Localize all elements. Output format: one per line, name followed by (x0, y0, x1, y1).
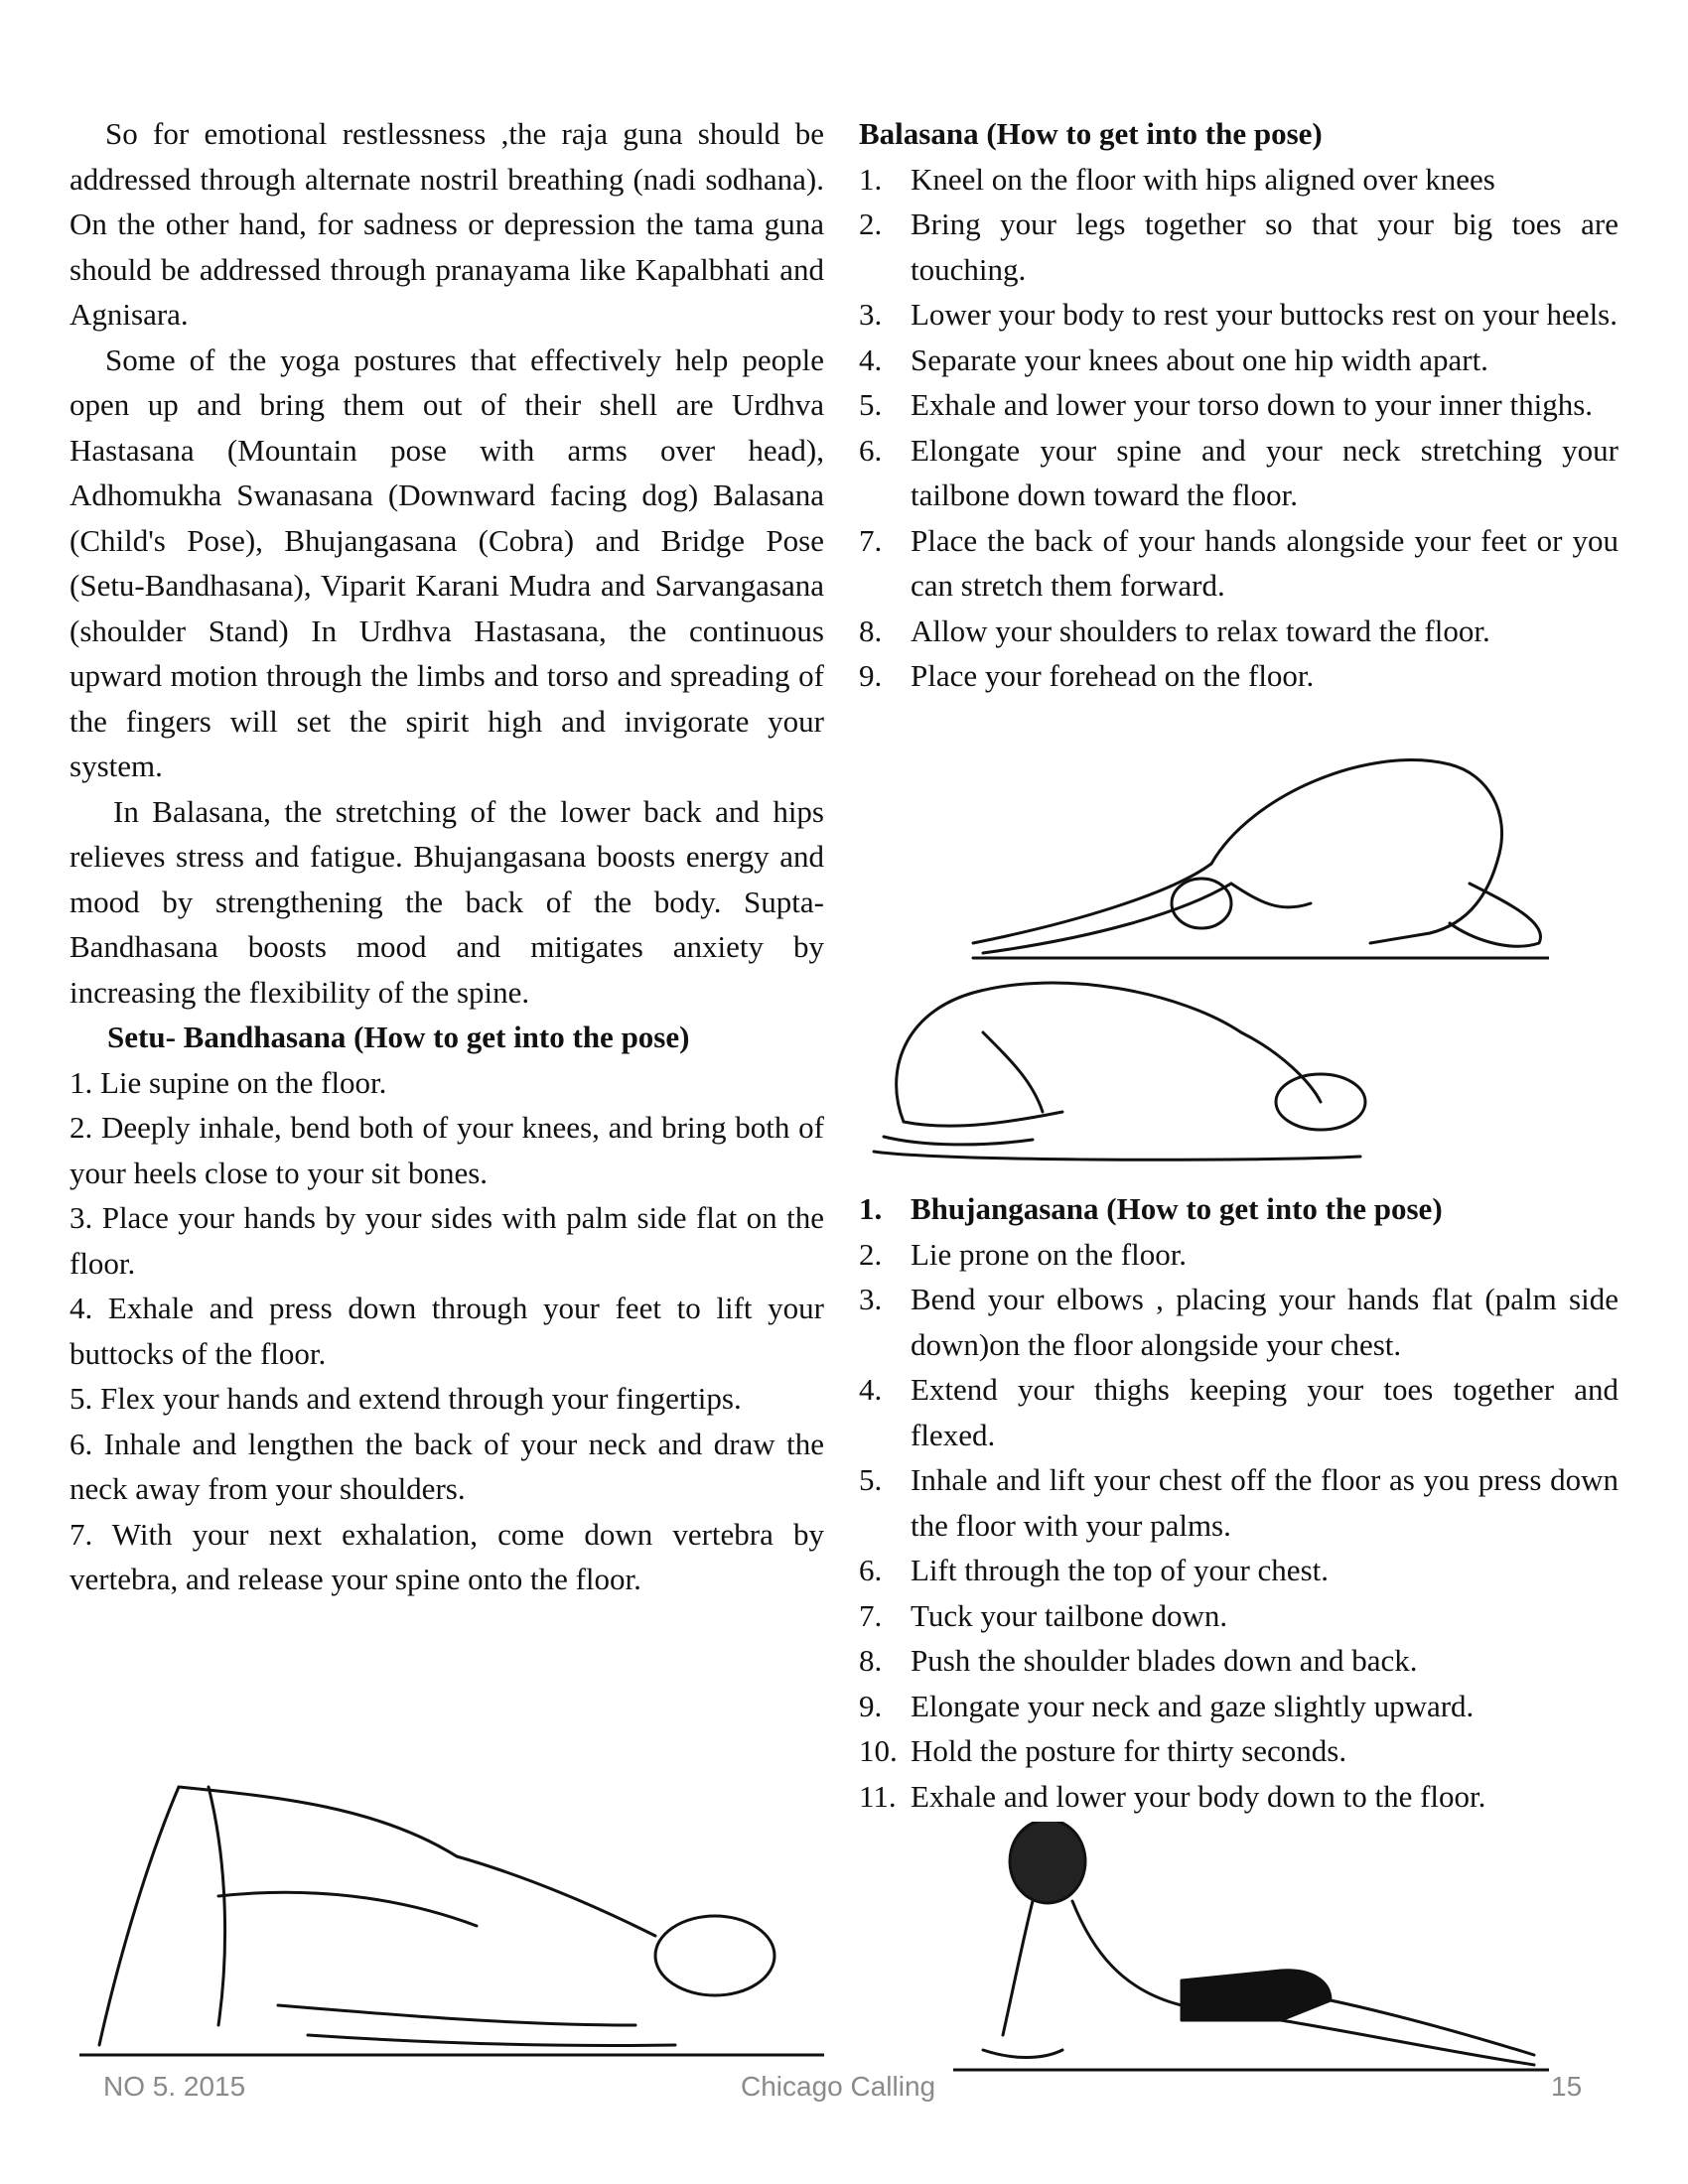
list-item: 7. With your next exhalation, come down vertebra by vertebra, and release your spine onto the floor. (70, 1516, 824, 1596)
step-text: Allow your shoulders to relax toward the floor. (911, 613, 1490, 648)
step-number: 5. (859, 1462, 883, 1497)
list-item (859, 1457, 1618, 1548)
setu-bandhasana-steps (70, 1060, 824, 1602)
step-text: Hold the posture for thirty seconds. (911, 1733, 1347, 1768)
step-number: 6. (859, 432, 883, 468)
page-number: 15 (1551, 2071, 1583, 2102)
bhujangasana-section (859, 1186, 1618, 1819)
step-number: 2. (859, 1236, 883, 1272)
bridge-pose-illustration (79, 1777, 824, 2075)
step-number: 10. (859, 1733, 898, 1768)
step-number: 11. (859, 1778, 897, 1814)
step-number: 9. (859, 658, 883, 693)
right-column (859, 111, 1618, 699)
step-text: Exhale and lower your torso down to your inner thighs. (911, 387, 1594, 422)
step-number: 4. (859, 1372, 883, 1407)
step-text: Kneel on the floor with hips aligned over knees (911, 161, 1495, 197)
list-item (859, 382, 1618, 428)
list-item (859, 428, 1618, 518)
step-number: 6. (859, 1553, 883, 1587)
step-text: Bring your legs together so that your big toes are touching. (911, 206, 1618, 287)
list-item (859, 1232, 1618, 1278)
intro-paragraph: So for emotional restlessness ,the raja guna should be addressed through alternate nostril breathing (nadi sodhana). On the other hand, for sadness or depression the tama guna should be addressed through pranayama like Kapalbhati and Agnisara. (70, 116, 824, 332)
step-text: Lift through the top of your chest. (911, 1553, 1329, 1587)
postures-paragraph: Some of the yoga postures that effectively help people open up and bring them out of their shell are Urdhva Hastasana (Mountain pose with arms over head), Adhomukha Swanasana (Downward facing dog) Balasana (Child's Pose), Bhujangasana (Cobra) and Bridge Pose (Setu-Bandhasana), Viparit Karani Mudra and Sarvangasana (shoulder Stand) In Urdhva Hastasana, the continuous upward motion through the limbs and torso and spreading of the fingers will set the spirit high and invigorate your system. (70, 341, 824, 783)
left-column (70, 111, 824, 1602)
step-number: 3. (859, 1282, 883, 1316)
list-item: 2. Deeply inhale, bend both of your knees, and bring both of your heels close to your sit bones. (70, 1110, 824, 1190)
step-text: Exhale and lower your body down to the floor. (911, 1778, 1486, 1814)
childs-pose-illustration-2 (864, 973, 1380, 1171)
step-number: 1. (859, 161, 883, 197)
step-text: Bend your elbows , placing your hands flat (palm side down)on the floor alongside your chest. (911, 1282, 1618, 1362)
list-item (859, 1277, 1618, 1367)
list-item (859, 157, 1618, 203)
step-number: 7. (859, 522, 883, 558)
list-item: 6. Inhale and lengthen the back of your neck and draw the neck away from your shoulders. (70, 1426, 824, 1506)
step-number: 4. (859, 341, 883, 377)
list-item: 4. Exhale and press down through your feet to lift your buttocks of the floor. (70, 1291, 824, 1371)
list-item: 5. Flex your hands and extend through your fingertips. (70, 1381, 742, 1416)
list-item (859, 1684, 1618, 1729)
list-item (859, 292, 1618, 338)
step-text: Extend your thighs keeping your toes together and flexed. (911, 1372, 1618, 1452)
step-text: Place your forehead on the floor. (911, 658, 1315, 693)
childs-pose-illustration-1 (953, 735, 1549, 963)
list-item (859, 1548, 1618, 1593)
step-number: 8. (859, 1643, 883, 1678)
bhujangasana-steps (859, 1186, 1618, 1819)
step-text: Elongate your spine and your neck stretching your tailbone down toward the floor. (911, 432, 1618, 512)
list-item (859, 1728, 1618, 1774)
list-item (859, 1638, 1618, 1684)
heading-text: Bhujangasana (How to get into the pose) (911, 1191, 1443, 1226)
bhujangasana-heading (859, 1186, 1618, 1232)
step-number: 9. (859, 1688, 883, 1723)
list-item (859, 609, 1618, 654)
page-footer (0, 2071, 1688, 2115)
magazine-name: Chicago Calling (741, 2071, 936, 2102)
step-number: 8. (859, 613, 883, 648)
issue-number: NO 5. 2015 (103, 2071, 246, 2102)
step-text: Lower your body to rest your buttocks rest on your heels. (911, 297, 1618, 332)
list-item (859, 1367, 1618, 1457)
step-number: 3. (859, 297, 883, 332)
step-number: 5. (859, 387, 883, 422)
step-number: 1. (859, 1191, 883, 1226)
step-number: 2. (859, 206, 883, 241)
list-item (859, 202, 1618, 292)
balasana-steps (859, 157, 1618, 699)
step-number: 7. (859, 1597, 883, 1633)
list-item (859, 653, 1618, 699)
cobra-pose-illustration (953, 1822, 1549, 2075)
balasana-heading: Balasana (How to get into the pose) (859, 116, 1323, 151)
list-item (859, 1774, 1618, 1820)
step-text: Inhale and lift your chest off the floor as you press down the floor with your palms. (911, 1462, 1618, 1543)
step-text: Elongate your neck and gaze slightly upward. (911, 1688, 1475, 1723)
step-text: Lie prone on the floor. (911, 1236, 1188, 1272)
step-text: Separate your knees about one hip width apart. (911, 341, 1488, 377)
step-text: Place the back of your hands alongside your feet or you can stretch them forward. (911, 522, 1618, 603)
step-text: Tuck your tailbone down. (911, 1597, 1228, 1633)
list-item: 1. Lie supine on the floor. (70, 1064, 387, 1100)
step-text: Push the shoulder blades down and back. (911, 1643, 1418, 1678)
list-item (859, 518, 1618, 609)
setu-bandhasana-heading: Setu- Bandhasana (How to get into the pose) (107, 1020, 690, 1054)
list-item (859, 338, 1618, 383)
benefits-paragraph: In Balasana, the stretching of the lower back and hips relieves stress and fatigue. Bhujangasana boosts energy and mood by strengthening the back of the body. Supta-Bandhasana boosts mood and mitigates anxiety by increasing the flexibility of the spine. (70, 793, 824, 1010)
list-item (859, 1593, 1618, 1639)
list-item: 3. Place your hands by your sides with palm side flat on the floor. (70, 1200, 824, 1281)
